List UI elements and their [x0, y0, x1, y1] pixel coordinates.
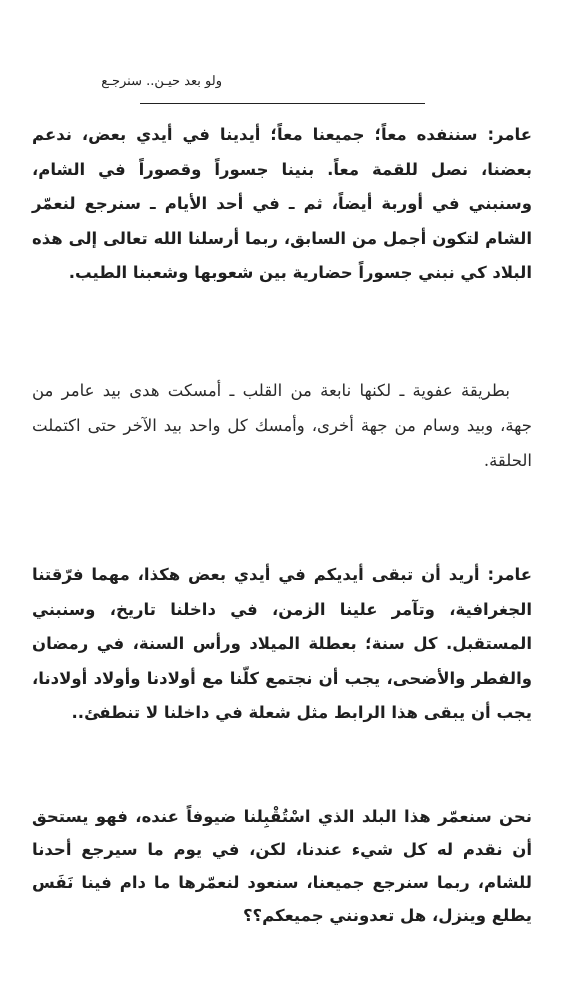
paragraph-narration: بطريقة عفوية ـ لكنها نابعة من القلب ـ أمسكت هدى بيد عامر من جهة، وبيد وسام من جهة أخرى، وأمسك كل واحد بيد الآخر حتى اكتملت الحلقة. — [32, 381, 532, 470]
paragraph-amer-speech-3: نحن سنعمّر هذا البلد الذي اسْتُقْبِلنا ضيوفاً عنده، فهو يستحق أن نقدم له كل شيء عندنا، لكن، في يوم ما سيرجع أحدنا للشام، ربما سنرجع جميعنا، سنعود لنعمّرها ما دام فينا نَفَس يطلع وينزل، هل تعدونني جميعكم؟؟ — [32, 807, 532, 925]
paragraph-amer-speech-2: عامر: أريد أن تبقى أيديكم في أيدي بعض هكذا، مهما فرّقتنا الجغرافية، وتآمر علينا الزمن، في داخلنا تاريخ، وسنبني المستقبل. كل سنة؛ بعطلة الميلاد ورأس السنة، في رمضان والفطر والأضحى، يجب أن نجتمع كلّنا مع أولادنا وأولاد أولادنا، يجب أن يبقى هذا الرابط مثل شعلة في داخلنا لا تنطفئ.. — [32, 565, 532, 722]
header-divider — [140, 103, 425, 104]
running-header: ولو بعد حيـن.. سنرجـع — [101, 74, 222, 89]
paragraph-amer-speech-1: عامر: سننفده معاً؛ جميعنا معاً؛ أيدينا في أيدي بعض، ندعم بعضنا، نصل للقمة معاً. بنينا جسوراً وقصوراً في الشام، وسنبني في أوربة أيضاً، ثم ـ في أحد الأيام ـ سنرجع لنعمّر الشام لتكون أجمل من السابق، ربما أرسلنا الله تعالى إلى هذه البلاد كي نبني جسوراً حضارية بين شعوبها وشعبنا الطيب. — [32, 125, 532, 282]
